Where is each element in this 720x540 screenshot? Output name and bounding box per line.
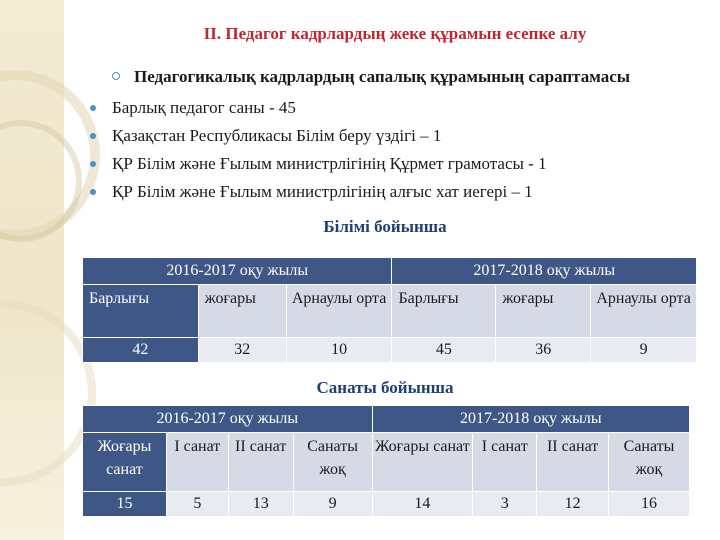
year-header: 2016-2017 оқу жылы [83, 406, 373, 433]
table-cell: 9 [591, 338, 697, 363]
bullet-item: Барлық педагог саны - 45 [88, 94, 698, 122]
year-header: 2016-2017 оқу жылы [83, 258, 392, 285]
category-heading: Санаты бойынша [316, 378, 454, 397]
table-cell: 45 [392, 338, 496, 363]
table-cell: 13 [228, 492, 293, 517]
column-header: Жоғары санат [83, 433, 167, 492]
bullet-list [88, 66, 698, 206]
category-table [82, 405, 690, 517]
table-cell: 15 [83, 492, 167, 517]
table-cell: 16 [609, 492, 690, 517]
column-header: І санат [473, 433, 537, 492]
table-row [83, 338, 697, 363]
table-cell: 5 [166, 492, 228, 517]
bullet-item: ҚР Білім және Ғылым министрлігінің Құрмет грамотасы - 1 [88, 150, 698, 178]
column-header: Арнаулы орта [286, 285, 392, 338]
table-row [83, 492, 690, 517]
table-cell: 10 [286, 338, 392, 363]
column-header: Барлығы [392, 285, 496, 338]
table-cell: 32 [198, 338, 286, 363]
education-table [82, 257, 697, 363]
table-cell: 14 [372, 492, 473, 517]
bullet-dot-icon [90, 133, 96, 139]
bullet-item: ҚР Білім және Ғылым министрлігінің алғыс хат иегері – 1 [88, 178, 698, 206]
ring-bullet-icon [112, 72, 120, 80]
year-header: 2017-2018 оқу жылы [392, 258, 697, 285]
bullet-item: Қазақстан Республикасы Білім беру үздігі – 1 [88, 122, 698, 150]
analysis-subheading: Педагогикалық кадрлардың сапалық құрамының сараптамасы [88, 66, 698, 88]
column-header: Жоғары санат [372, 433, 473, 492]
table-column-row [83, 285, 697, 338]
table-cell: 42 [83, 338, 199, 363]
column-header: Арнаулы орта [591, 285, 697, 338]
bullet-dot-icon [90, 105, 96, 111]
table-cell: 9 [293, 492, 372, 517]
year-header: 2017-2018 оқу жылы [372, 406, 689, 433]
column-header: Санаты жоқ [609, 433, 690, 492]
column-header: Барлығы [83, 285, 199, 338]
column-header: І санат [166, 433, 228, 492]
table-cell: 12 [537, 492, 609, 517]
column-header: жоғары [198, 285, 286, 338]
column-header: жоғары [496, 285, 591, 338]
table-header-row [83, 406, 690, 433]
education-heading: Білімі бойынша [323, 217, 447, 236]
column-header: ІІ санат [228, 433, 293, 492]
column-header: Санаты жоқ [293, 433, 372, 492]
table-cell: 36 [496, 338, 591, 363]
table-column-row [83, 433, 690, 492]
bullet-dot-icon [90, 161, 96, 167]
bullet-dot-icon [90, 189, 96, 195]
slide-title: ІІ. Педагог кадрлардың жеке құрамын есепке алу [203, 24, 587, 43]
table-header-row [83, 258, 697, 285]
column-header: ІІ санат [537, 433, 609, 492]
table-cell: 3 [473, 492, 537, 517]
